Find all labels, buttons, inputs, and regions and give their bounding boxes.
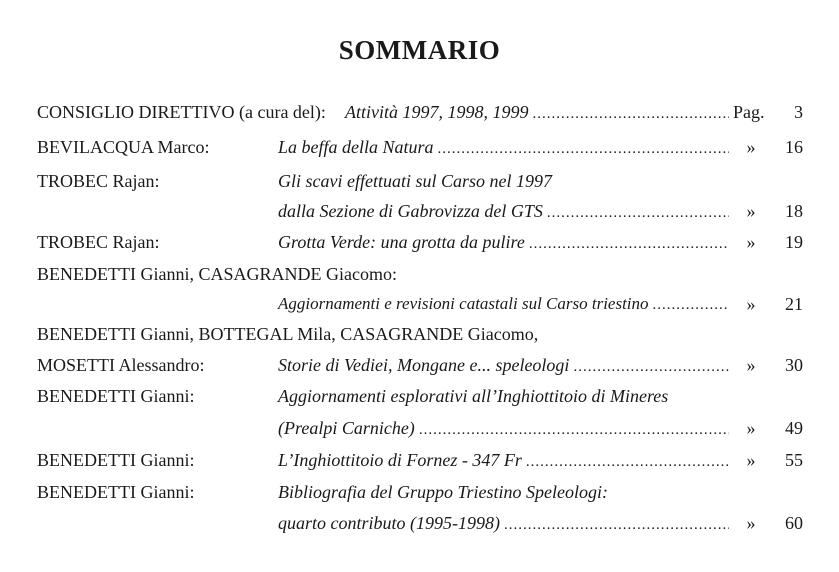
entry-author: BENEDETTI Gianni: xyxy=(37,482,195,502)
entry-page-ref xyxy=(733,133,803,161)
entry-title-line xyxy=(278,414,733,444)
entry-page-ref xyxy=(733,197,803,225)
toc-entry xyxy=(0,197,839,225)
leader-dots xyxy=(573,353,729,381)
entry-page-ref xyxy=(733,351,803,379)
entry-title-line xyxy=(278,197,733,227)
entry-title-line xyxy=(278,509,733,539)
entry-title: dalla Sezione di Gabrovizza del GTS xyxy=(278,201,543,221)
page-number: 18 xyxy=(785,201,803,221)
page-prefix: » xyxy=(746,294,756,314)
page-prefix: Pag. xyxy=(733,102,765,122)
leader-dots xyxy=(504,511,729,539)
page-prefix: » xyxy=(746,137,756,157)
page-number: 60 xyxy=(785,513,803,533)
toc-entry xyxy=(0,228,839,256)
entry-title-line1: Gli scavi effettuati sul Carso nel 1997 xyxy=(278,171,552,191)
entry-title-line xyxy=(278,351,733,381)
entry-title-line xyxy=(278,167,552,195)
entry-author: MOSETTI Alessandro: xyxy=(37,355,205,375)
toc-entry-first-line xyxy=(0,167,839,195)
page-number: 55 xyxy=(785,450,803,470)
page-number: 49 xyxy=(785,418,803,438)
toc-entry xyxy=(0,133,839,161)
toc-entry-first-line xyxy=(0,260,839,288)
toc-entry xyxy=(0,414,839,442)
entry-title-line1: Aggiornamenti esplorativi all’Inghiottitoio di Mineres xyxy=(278,386,669,406)
toc-entry xyxy=(0,509,839,537)
leader-dots xyxy=(533,100,730,128)
entry-title-line xyxy=(278,446,733,476)
entry-title-line xyxy=(345,98,733,128)
page-number: 21 xyxy=(785,294,803,314)
entry-title: Aggiornamenti e revisioni catastali sul Carso triestino xyxy=(278,294,649,313)
entry-title: (Prealpi Carniche) xyxy=(278,418,415,438)
leader-dots xyxy=(438,135,729,163)
entry-page-ref xyxy=(733,446,803,474)
toc-entry xyxy=(0,290,839,318)
entry-title-line xyxy=(278,228,733,258)
entry-author-line1: BENEDETTI Gianni, BOTTEGAL Mila, CASAGRANDE Giacomo, xyxy=(37,324,539,344)
toc-entry xyxy=(0,446,839,474)
entry-title: Attività 1997, 1998, 1999 xyxy=(345,102,529,122)
entry-page-ref xyxy=(733,228,803,256)
page-prefix: » xyxy=(746,232,756,252)
toc-entry-first-line xyxy=(0,320,839,348)
entry-page-ref xyxy=(733,414,803,442)
toc-entry-first-line xyxy=(0,382,839,410)
entry-title: quarto contributo (1995-1998) xyxy=(278,513,500,533)
leader-dots xyxy=(529,230,729,258)
page-prefix: » xyxy=(746,201,756,221)
entry-title: La beffa della Natura xyxy=(278,137,434,157)
entry-page-ref xyxy=(733,290,803,318)
leader-dots xyxy=(526,448,729,476)
page-prefix: » xyxy=(746,355,756,375)
entry-title-line xyxy=(278,133,733,163)
page-number: 3 xyxy=(794,102,803,122)
entry-page-ref xyxy=(733,98,803,126)
page-prefix: » xyxy=(746,513,756,533)
page-number: 30 xyxy=(785,355,803,375)
entry-page-ref xyxy=(733,509,803,537)
entry-author: BENEDETTI Gianni: xyxy=(37,450,195,470)
entry-title-line1: Bibliografia del Gruppo Triestino Speleologi: xyxy=(278,482,608,502)
leader-dots xyxy=(547,199,729,227)
entry-author: BEVILACQUA Marco: xyxy=(37,137,210,157)
toc-entry-first-line xyxy=(0,478,839,506)
entry-title-line xyxy=(278,478,608,506)
entry-author: TROBEC Rajan: xyxy=(37,171,160,191)
page-title: SOMMARIO xyxy=(338,35,501,65)
entry-author: BENEDETTI Gianni: xyxy=(37,386,195,406)
entry-title: Storie di Vediei, Mongane e... speleologi xyxy=(278,355,570,375)
leader-dots xyxy=(419,416,729,444)
entry-title-line xyxy=(278,382,668,410)
page-number: 19 xyxy=(785,232,803,252)
toc-entry xyxy=(0,351,839,379)
page-prefix: » xyxy=(746,418,756,438)
entry-author: BENEDETTI Gianni, CASAGRANDE Giacomo: xyxy=(37,264,397,284)
entry-title: Grotta Verde: una grotta da pulire xyxy=(278,232,525,252)
entry-title: L’Inghiottitoio di Fornez - 347 Fr xyxy=(278,450,522,470)
page-number: 16 xyxy=(785,137,803,157)
entry-author: CONSIGLIO DIRETTIVO (a cura del): xyxy=(37,102,326,122)
toc-entry xyxy=(0,98,839,126)
page-prefix: » xyxy=(746,450,756,470)
leader-dots xyxy=(653,291,729,319)
entry-author: TROBEC Rajan: xyxy=(37,232,160,252)
entry-title-line xyxy=(278,290,733,319)
